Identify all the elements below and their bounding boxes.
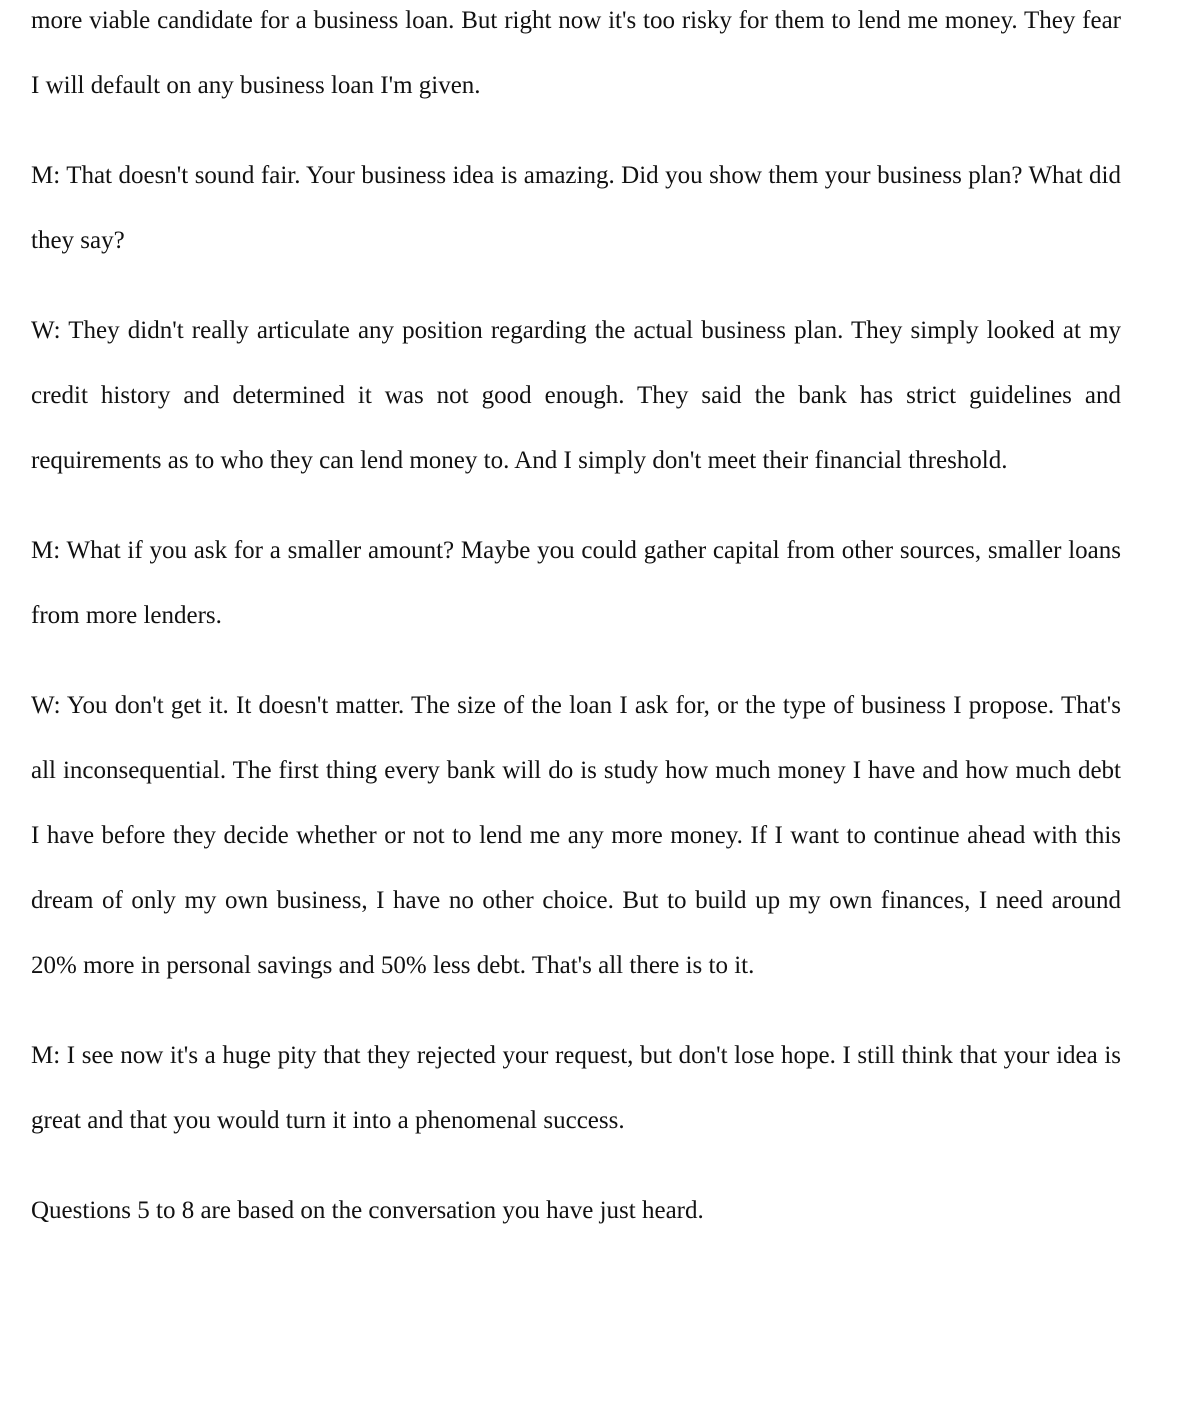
paragraph-gap <box>31 998 1121 1023</box>
paragraph-loan-risk: more viable candidate for a business loan. But right now it's too risky for them to lend me money. They fear I will default on any business loan I'm given. <box>31 7 1121 99</box>
document-page <box>31 0 1121 1243</box>
paragraph-gap <box>31 493 1121 518</box>
paragraph-man-business-plan: M: That doesn't sound fair. Your business idea is amazing. Did you show them your business plan? What did they say? <box>31 162 1121 254</box>
paragraph-gap <box>31 648 1121 673</box>
questions-instruction: Questions 5 to 8 are based on the conversation you have just heard. <box>31 1197 704 1224</box>
paragraph-gap <box>31 118 1121 143</box>
paragraph-man-smaller-amount: M: What if you ask for a smaller amount? Maybe you could gather capital from other sources, smaller loans from more lenders. <box>31 537 1121 629</box>
paragraph-gap <box>31 273 1121 298</box>
paragraph-gap <box>31 1153 1121 1178</box>
paragraph-woman-finances: W: You don't get it. It doesn't matter. The size of the loan I ask for, or the type of business I propose. That's all inconsequential. The first thing every bank will do is study how much money I have and how much debt I have before they decide whether or not to lend me any more money. If I want to continue ahead with this dream of only my own business, I have no other choice. But to build up my own finances, I need around 20% more in personal savings and 50% less debt. That's all there is to it. <box>31 692 1121 979</box>
paragraph-woman-credit-history: W: They didn't really articulate any position regarding the actual business plan. They simply looked at my credit history and determined it was not good enough. They said the bank has strict guidelines and requirements as to who they can lend money to. And I simply don't meet their financial threshold. <box>31 317 1121 474</box>
paragraph-man-encouragement: M: I see now it's a huge pity that they rejected your request, but don't lose hope. I still think that your idea is great and that you would turn it into a phenomenal success. <box>31 1042 1121 1134</box>
